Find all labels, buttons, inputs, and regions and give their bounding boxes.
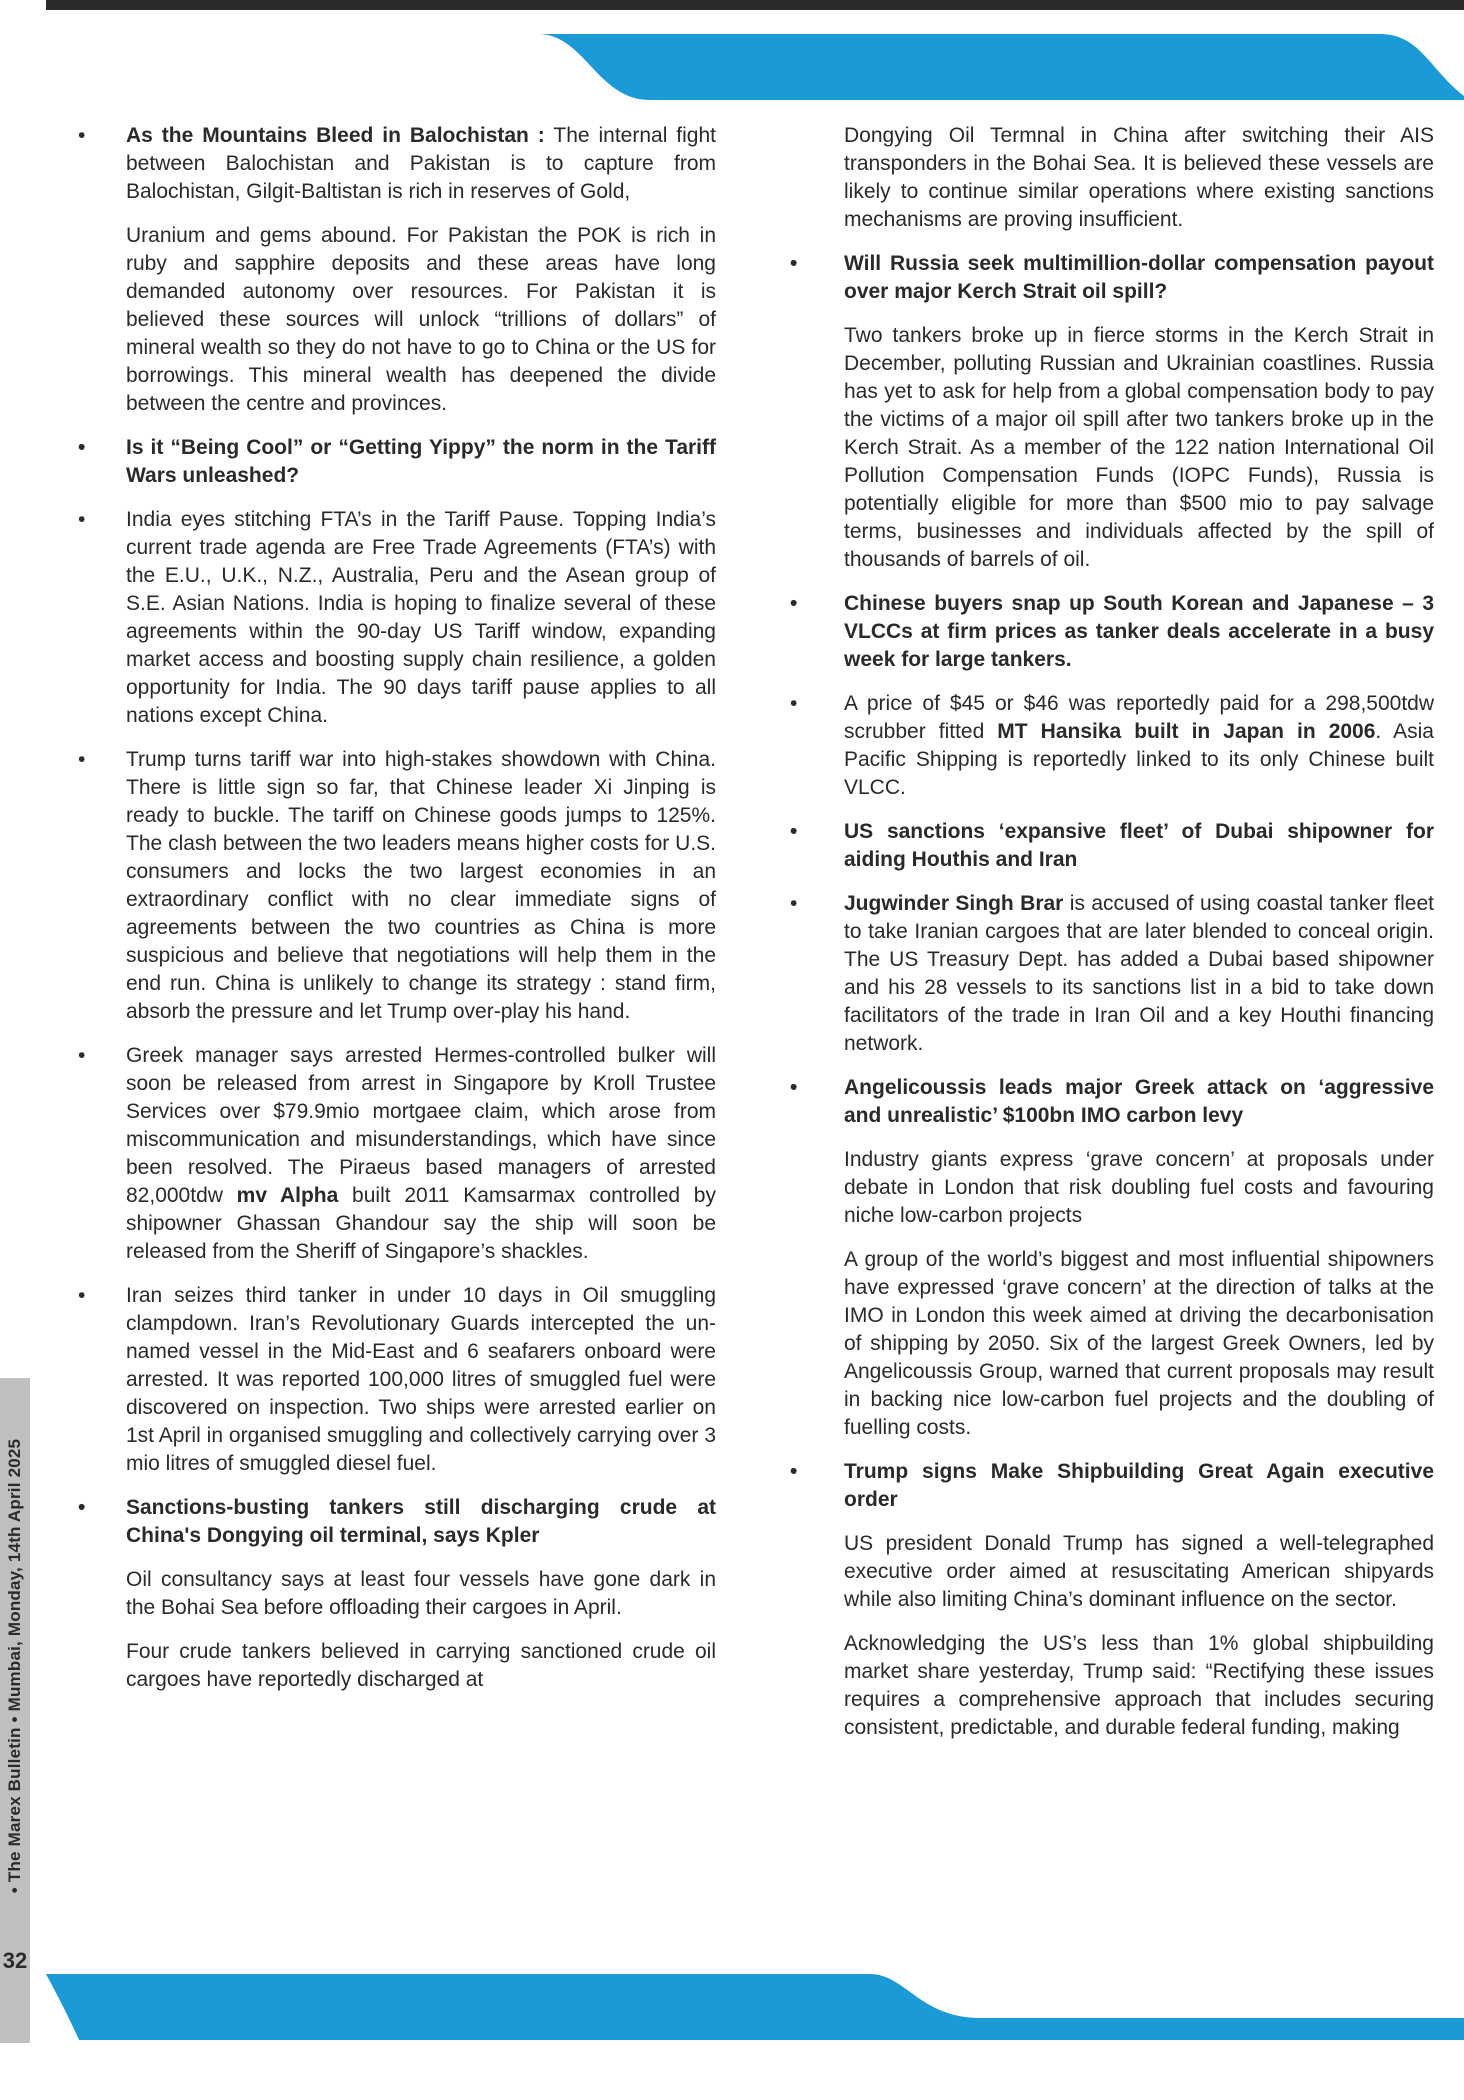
bullet-balochistan-text: The internal fight between Balochistan and Pakistan is to capture from Balochistan, Gilgit-Baltistan is rich in reserves of Gold,	[126, 124, 716, 203]
bullet-hansika-vessel: MT Hansika built in Japan in 2006	[997, 720, 1376, 743]
bullet-angelicoussis-title: • Angelicoussis leads major Greek attack on ‘aggressive and unrealistic’ $100bn IMO carbon levy	[790, 1074, 1434, 1130]
bullet-balochistan	[78, 122, 716, 206]
left-column	[78, 122, 716, 1710]
page-number: 32	[2, 1948, 28, 1973]
paragraph-dongying: Dongying Oil Termnal in China after switching their AIS transponders in the Bohai Sea. It is believed these vessels are likely to continue similar operations where existing sanctions mechanisms are proving insufficient.	[844, 124, 1434, 231]
bullet-greek-bulker	[78, 1042, 716, 1266]
bottom-banner-shape	[46, 1974, 1464, 2040]
bullet-hansika-text-b: . Asia Pacific Shipping is reportedly linked to its only Chinese built VLCC.	[844, 720, 1434, 799]
bullet-greek-bulker-text-a: Greek manager says arrested Hermes-controlled bulker will soon be released from arrest in Singapore by Kroll Trustee Services over $79.9mio mortgaee claim, which arose from miscommunication and misunderstandings, which have since been resolved. The Piraeus based managers of arrested 82,000tdw	[126, 1044, 716, 1207]
bullet-india-fta: • India eyes stitching FTA’s in the Tariff Pause. Topping India’s current trade agenda are Free Trade Agreements (FTA’s) with the E.U., U.K., N.Z., Australia, Peru and the Asean group of S.E. Asian Nations. India is hoping to finalize several of these agreements within the 90-day US Tariff window, expanding market access and boosting supply chain resilience, a golden opportunity for India. The 90 days tariff pause applies to all nations except China.	[78, 506, 716, 730]
right-column	[790, 122, 1434, 1758]
paragraph-pok-minerals: Uranium and gems abound. For Pakistan the POK is rich in ruby and sapphire deposits and these areas have long demanded autonomy over resources. For Pakistan it is believed these sources will unlock “trillions of dollars” of mineral wealth so they do not have to go to China or the US for borrowings. This mineral wealth has deepened the divide between the centre and provinces.	[126, 224, 716, 415]
paragraph-crude-tankers: Four crude tankers believed in carrying sanctioned crude oil cargoes have reportedly discharged at	[126, 1640, 716, 1691]
bullet-trump-china: • Trump turns tariff war into high-stakes showdown with China. There is little sign so far, that Chinese leader Xi Jinping is ready to buckle. The tariff on Chinese goods jumps to 125%. The clash between the two leaders means higher costs for U.S. consumers and locks the two largest economies in an extraordinary conflict with no clear immediate signs of agreements between the two countries as China is more suspicious and believe that negotiations will help them in the end run. China is unlikely to change its strategy : stand firm, absorb the pressure and let Trump over-play his hand.	[78, 746, 716, 1026]
bullet-shipbuilding-title: • Trump signs Make Shipbuilding Great Again executive order	[790, 1458, 1434, 1514]
top-banner	[0, 0, 1464, 110]
bullet-greek-bulker-vessel: mv Alpha	[236, 1184, 339, 1207]
bullet-hansika-text-a: A price of $45 or $46 was reportedly paid for a 298,500tdw scrubber fitted	[844, 692, 1434, 743]
bullet-brar-name: Jugwinder Singh Brar	[844, 892, 1064, 915]
bullet-brar-text: is accused of using coastal tanker fleet to take Iranian cargoes that are later blended to conceal origin. The US Treasury Dept. has added a Dubai based shipowner and his 28 vessels to its sanctions list in a bid to take down facilitators of the trade in Iran Oil and a key Houthi financing network.	[844, 892, 1434, 1055]
bullet-dubai-sanctions-title: • US sanctions ‘expansive fleet’ of Dubai shipowner for aiding Houthis and Iran	[790, 818, 1434, 874]
bullet-brar	[790, 890, 1434, 1058]
bullet-vlcc-title: • Chinese buyers snap up South Korean and Japanese – 3 VLCCs at firm prices as tanker deals accelerate in a busy week for large tankers.	[790, 590, 1434, 674]
bullet-balochistan-title: As the Mountains Bleed in Balochistan :	[126, 124, 545, 147]
top-banner-shape	[46, 34, 1464, 100]
paragraph-executive-order: US president Donald Trump has signed a well-telegraphed executive order aimed at resuscitating American shipyards while also limiting China’s dominant influence on the sector.	[844, 1532, 1434, 1611]
bullet-greek-bulker-text-b: built 2011 Kamsarmax controlled by shipowner Ghassan Ghandour say the ship will soon be released from the Sheriff of Singapore’s shackles.	[126, 1184, 716, 1263]
bottom-banner	[0, 1960, 1464, 2040]
paragraph-kerch: Two tankers broke up in fierce storms in the Kerch Strait in December, polluting Russian and Ukrainian coastlines. Russia has yet to ask for help from a global compensation body to pay the victims of a major oil spill after two tankers broke up in the Kerch Strait. As a member of the 122 nation International Oil Pollution Compensation Funds (IOPC Funds), Russia is potentially eligible for more than $500 mio to pay salvage terms, businesses and individuals affected by the spill of thousands of barrels of oil.	[844, 324, 1434, 571]
paragraph-grave-concern: Industry giants express ‘grave concern’ at proposals under debate in London that risk doubling fuel costs and favouring niche low-carbon projects	[844, 1148, 1434, 1227]
paragraph-bohai-sea: Oil consultancy says at least four vessels have gone dark in the Bohai Sea before offloading their cargoes in April.	[126, 1568, 716, 1619]
bullet-iran-tanker: • Iran seizes third tanker in under 10 days in Oil smuggling clampdown. Iran’s Revolutionary Guards intercepted the un-named vessel in the Mid-East and 6 seafarers onboard were arrested. It was reported 100,000 litres of smuggled fuel were discovered on inspection. Two ships were arrested earlier on 1st April in organised smuggling and collectively carrying over 3 mio litres of smuggled diesel fuel.	[78, 1282, 716, 1478]
publication-info: • The Marex Bulletin • Mumbai, Monday, 14th April 2025	[5, 1438, 24, 1894]
bullet-hansika	[790, 690, 1434, 802]
bullet-tariff-wars-title: • Is it “Being Cool” or “Getting Yippy” the norm in the Tariff Wars unleashed?	[78, 434, 716, 490]
paragraph-greek-owners: A group of the world’s biggest and most influential shipowners have expressed ‘grave concern’ at the direction of talks at the IMO in London this week aimed at driving the decarbonisation of shipping by 2050. Six of the largest Greek Owners, led by Angelicoussis Group, warned that current proposals may result in backing nice low-carbon fuel projects and the doubling of fuelling costs.	[844, 1248, 1434, 1439]
paragraph-market-share: Acknowledging the US’s less than 1% global shipbuilding market share yesterday, Trump said: “Rectifying these issues requires a comprehensive approach that includes securing consistent, predictable, and durable federal funding, making	[844, 1632, 1434, 1739]
bullet-sanctions-tankers-title: • Sanctions-busting tankers still discharging crude at China's Dongying oil terminal, says Kpler	[78, 1494, 716, 1550]
bullet-kerch-title: • Will Russia seek multimillion-dollar compensation payout over major Kerch Strait oil spill?	[790, 250, 1434, 306]
